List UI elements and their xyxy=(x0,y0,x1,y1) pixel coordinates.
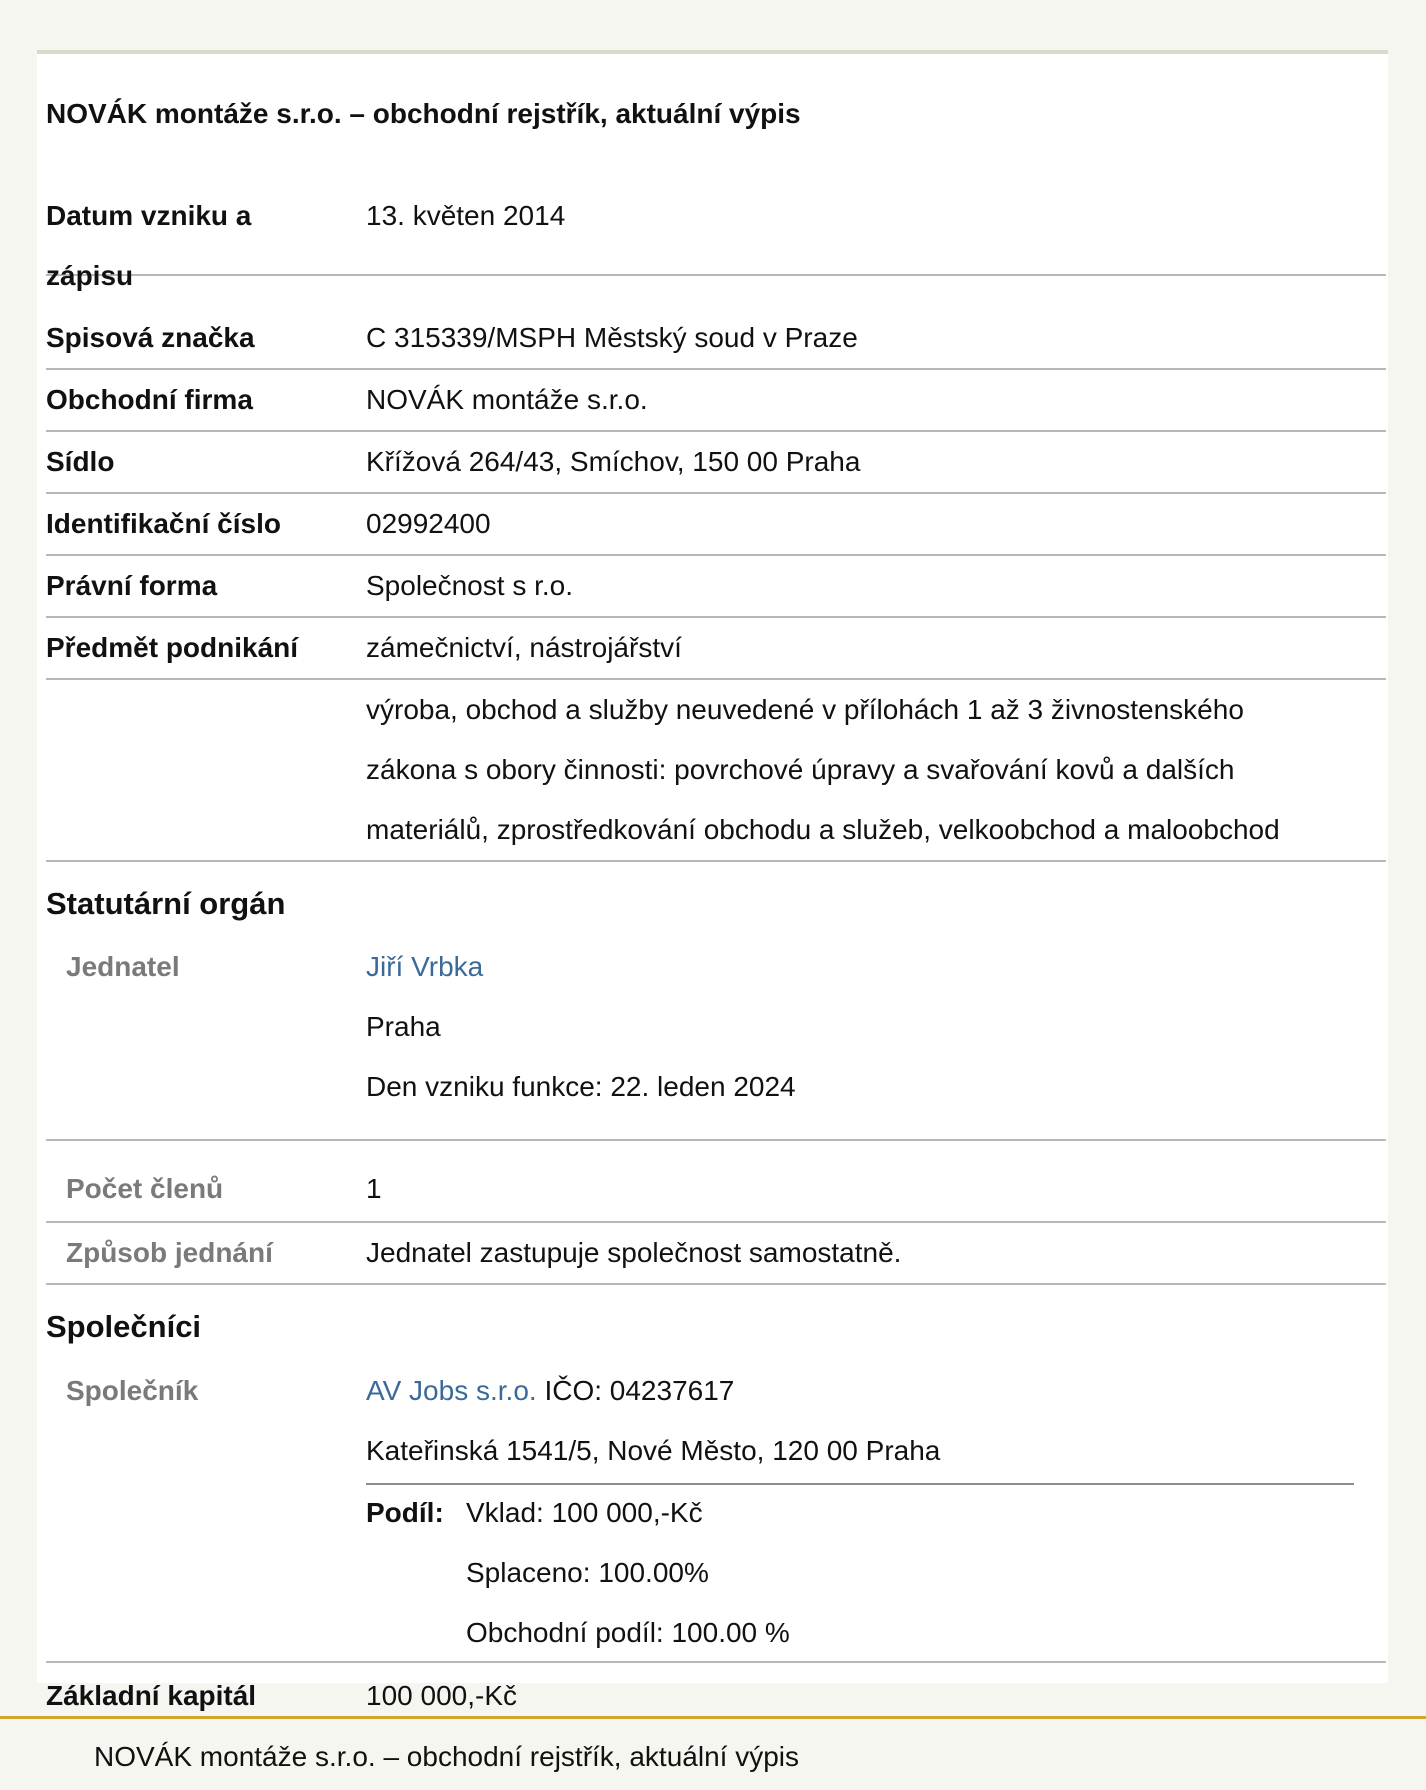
row-predmet-podnikani-2 xyxy=(46,680,1386,862)
jednatel-label: Jednatel xyxy=(66,951,180,982)
spolecnik-address: Kateřinská 1541/5, Nové Město, 120 00 Praha xyxy=(366,1435,941,1466)
spolecnik-ico: IČO: 04237617 xyxy=(536,1375,735,1406)
jednatel-name-link[interactable]: Jiří Vrbka xyxy=(366,951,484,982)
spolecnik-name-link[interactable]: AV Jobs s.r.o. xyxy=(366,1375,537,1406)
row-predmet-podnikani xyxy=(46,618,1386,680)
datum-label-line1: Datum vzniku a xyxy=(46,200,252,231)
jednatel-city: Praha xyxy=(366,1011,441,1042)
page-footer xyxy=(0,1716,1426,1790)
row-datum-vzniku xyxy=(46,186,1386,291)
podil-vklad: Vklad: 100 000,-Kč xyxy=(466,1497,703,1528)
firma-value: NOVÁK montáže s.r.o. xyxy=(366,384,648,415)
row-sidlo xyxy=(46,432,1386,494)
podil-obchodni: Obchodní podíl: 100.00 % xyxy=(466,1617,790,1648)
zpusob-jednani-label: Způsob jednání xyxy=(66,1237,273,1268)
zpusob-jednani-value: Jednatel zastupuje společnost samostatně. xyxy=(366,1237,902,1268)
pocet-clenu-label: Počet členů xyxy=(66,1173,224,1204)
row-obchodni-firma xyxy=(46,370,1386,432)
kapital-value: 100 000,-Kč xyxy=(366,1680,517,1711)
spolecnik-label: Společník xyxy=(66,1375,199,1406)
sidlo-value: Křížová 264/43, Smíchov, 150 00 Praha xyxy=(366,446,861,477)
row-spisova-znacka xyxy=(46,308,1386,370)
ico-value: 02992400 xyxy=(366,508,491,539)
spisova-label: Spisová značka xyxy=(46,322,255,353)
row-identifikacni-cislo xyxy=(46,494,1386,556)
row-zpusob-jednani xyxy=(46,1223,1386,1285)
podil-label: Podíl: xyxy=(366,1497,444,1528)
datum-value: 13. květen 2014 xyxy=(366,200,566,231)
pocet-clenu-value: 1 xyxy=(366,1173,382,1204)
predmet-label: Předmět podnikání xyxy=(46,632,299,663)
ico-label: Identifikační číslo xyxy=(46,508,281,539)
predmet-item-line: zákona s obory činnosti: povrchové úpravy a svařování kovů a dalších xyxy=(366,754,1235,785)
predmet-item-line: materiálů, zprostředkování obchodu a služeb, velkoobchod a maloobchod xyxy=(366,814,1280,845)
row-jednatel xyxy=(46,937,1386,1141)
section-statutarni-organ: Statutární orgán xyxy=(46,886,286,921)
podil-splaceno: Splaceno: 100.00% xyxy=(466,1557,709,1588)
row-spolecnik xyxy=(46,1361,1386,1663)
jednatel-since: Den vzniku funkce: 22. leden 2024 xyxy=(366,1071,796,1102)
pravni-value: Společnost s r.o. xyxy=(366,570,574,601)
spisova-value: C 315339/MSPH Městský soud v Praze xyxy=(366,322,858,353)
row-pocet-clenu xyxy=(46,1159,1386,1223)
kapital-label: Základní kapitál xyxy=(46,1680,257,1711)
datum-label-line2: zápisu xyxy=(46,260,134,291)
footer-title: NOVÁK montáže s.r.o. – obchodní rejstřík, aktuální výpis xyxy=(94,1741,799,1772)
predmet-item-line: výroba, obchod a služby neuvedené v přílohách 1 až 3 živnostenského xyxy=(366,694,1244,725)
sidlo-label: Sídlo xyxy=(46,446,115,477)
pravni-label: Právní forma xyxy=(46,570,218,601)
firma-label: Obchodní firma xyxy=(46,384,253,415)
row-pravni-forma xyxy=(46,556,1386,618)
page-title: NOVÁK montáže s.r.o. – obchodní rejstřík, aktuální výpis xyxy=(46,98,801,129)
predmet-item: zámečnictví, nástrojářství xyxy=(366,632,682,663)
registry-card xyxy=(37,50,1388,1711)
section-spolecnici: Společníci xyxy=(46,1309,202,1344)
